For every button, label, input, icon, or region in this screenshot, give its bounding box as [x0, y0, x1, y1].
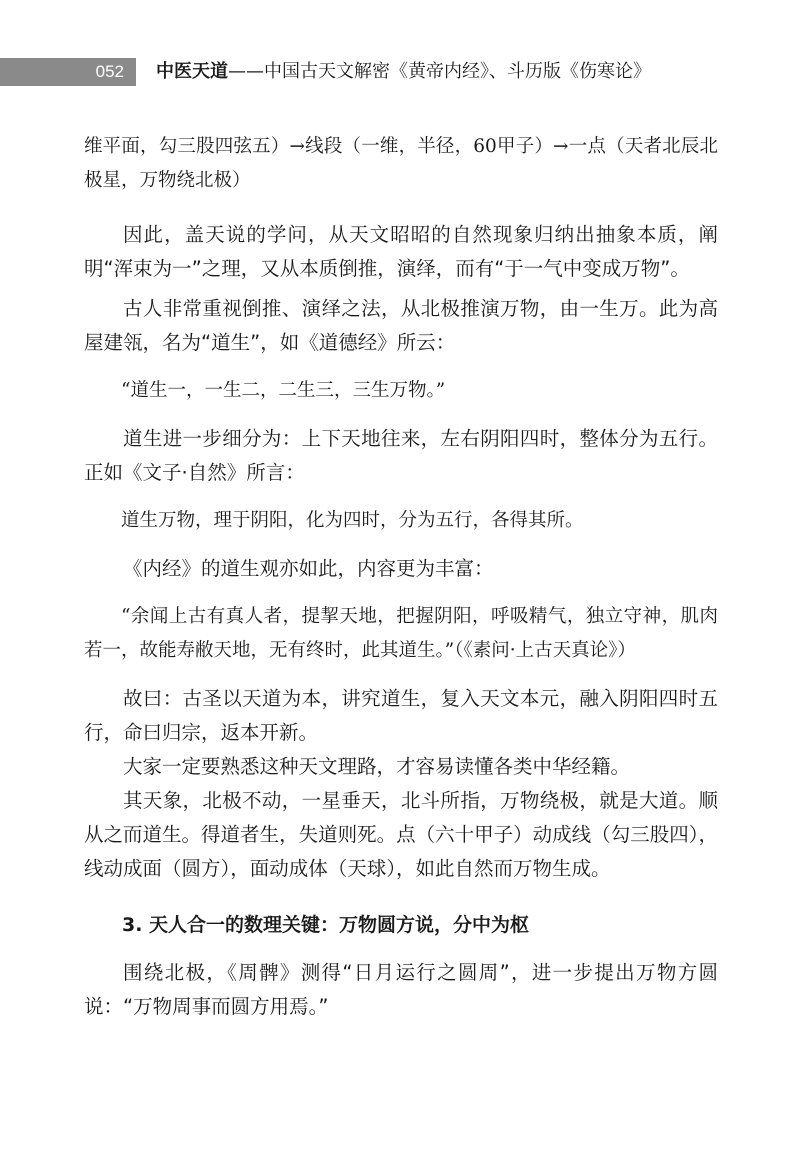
paragraph-continuation: 维平面，勾三股四弦五）→线段（一维，半径，60甲子）→一点（天者北辰北极星，万物绕北极） — [84, 136, 718, 191]
running-title — [156, 58, 651, 86]
quotation: “道生一，一生二，二生三，三生万物。” — [121, 380, 446, 401]
quotation: “余闻上古有真人者，提挈天地，把握阴阳，呼吸精气，独立守神，肌肉若一，故能寿敝天地，无有终时，此其道生。”（《素问·上古天真论》） — [84, 606, 718, 661]
paragraph: 道生进一步细分为：上下天地往来，左右阴阳四时，整体分为五行。正如《文子·自然》所言： — [84, 427, 718, 484]
page-number: 052 — [0, 58, 136, 86]
paragraph: 故曰：古圣以天道为本，讲究道生，复入天文本元，融入阴阳四时五行，命曰归宗，返本开新。 — [84, 687, 718, 744]
book-title: 中医天道 — [156, 61, 228, 82]
section-heading: 3. 天人合一的数理关键：万物圆方说，分中为枢 — [122, 914, 530, 936]
paragraph: 大家一定要熟悉这种天文理路，才容易读懂各类中华经籍。 — [123, 755, 631, 778]
paragraph: 因此，盖天说的学问，从天文昭昭的自然现象归纳出抽象本质，阐明“浑束为一”之理，又从本质倒推，演绎，而有“于一气中变成万物”。 — [84, 223, 718, 280]
quotation: 道生万物，理于阴阳，化为四时，分为五行，各得其所。 — [121, 510, 584, 531]
page-header — [0, 58, 800, 86]
paragraph: 围绕北极，《周髀》测得“日月运行之圆周”，进一步提出万物方圆说：“万物周事而圆方用焉。” — [84, 961, 718, 1018]
paragraph: 《内经》的道生观亦如此，内容更为丰富： — [123, 557, 494, 580]
paragraph: 古人非常重视倒推、演绎之法，从北极推演万物，由一生万。此为高屋建瓴，名为“道生”，如《道德经》所云： — [84, 297, 718, 354]
book-subtitle: ——中国古天文解密《黄帝内经》、斗历版《伤寒论》 — [228, 61, 651, 82]
paragraph: 其天象，北极不动，一星垂天，北斗所指，万物绕极，就是大道。顺从之而道生。得道者生，失道则死。点（六十甲子）动成线（勾三股四），线动成面（圆方），面动成体（天球），如此自然而万物生成。 — [84, 789, 718, 880]
page-body — [84, 130, 718, 1024]
